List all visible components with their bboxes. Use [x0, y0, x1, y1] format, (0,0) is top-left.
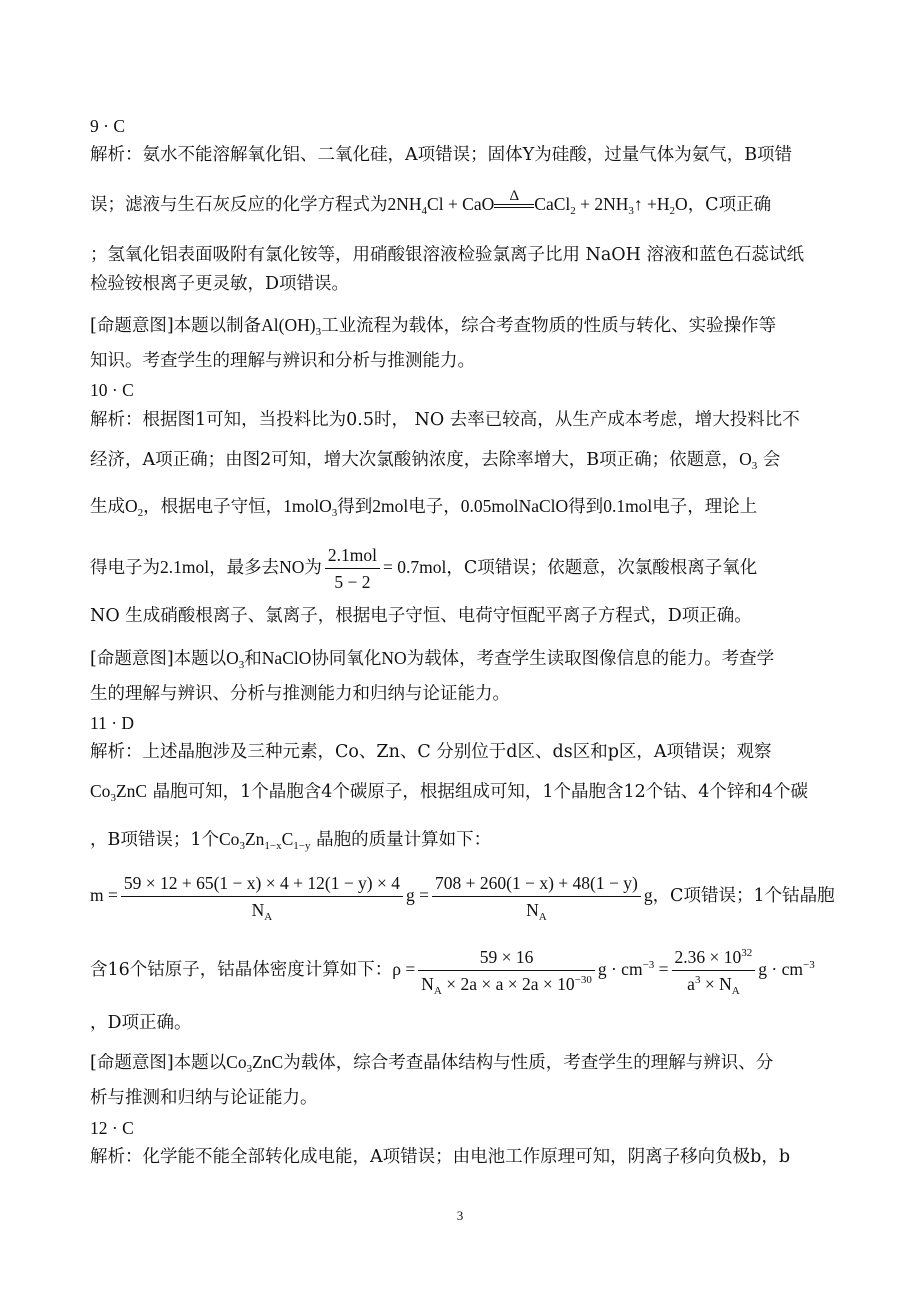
q11-line3: ，B项错误；1个$Co_3Zn_{1-x}C_{1-y}$ 晶胞的质量计算如下：: [90, 829, 492, 852]
q10-fraction: $\frac{\text{2.1mol}}{5 - 2}$: [325, 544, 380, 593]
q9-line1: 解析：氨水不能溶解氧化铝、二氧化硅，A项错误；固体Y为硅酸，过量气体为氨气，B项错: [90, 145, 793, 165]
q10-line1: 解析：根据图1可知，当投料比为0.5时， NO 去率已较高，从生产成本考虑，增大投料比不: [90, 410, 800, 430]
q12-heading: 12 · C: [90, 1118, 134, 1138]
q11-mass-fraction-1: $\frac{59 \times 12 + 65(1 - x) \times 4 + 12(1 - y) \times 4}{N_A}$: [121, 872, 403, 921]
equation-reactants: $2NH_4Cl$ + CaO: [387, 194, 495, 217]
q11-line2: $Co_3ZnC$ 晶胞可知，1个晶胞含4个碳原子，根据组成可知，1个晶胞含12个钴、4个锌和4个碳: [90, 781, 809, 804]
q11-intent: [命题意图]本题以$Co_3ZnC$为载体，综合考查晶体结构与性质，考查学生的理解与辨识、分: [90, 1052, 774, 1075]
q9-line2-post: ，C项正确: [687, 195, 772, 215]
q9-intent: [命题意图]本题以制备$Al(OH)_3$工业流程为载体，综合考查物质的性质与转化、实验操作等: [90, 315, 777, 338]
q11-mass-fraction-2: $\frac{708 + 260(1 - x) + 48(1 - y)}{N_A}$: [432, 872, 641, 921]
q10-line5: NO 生成硝酸根离子、氯离子，根据电子守恒、电荷守恒配平离子方程式，D项正确。: [90, 606, 752, 626]
q9-line2-text: 误；滤液与生石灰反应的化学方程式为: [90, 195, 388, 215]
q12-line1: 解析：化学能不能全部转化成电能，A项错误；由电池工作原理可知，阴离子移向负极b，b: [90, 1147, 791, 1167]
q11-density-fraction-1: $\frac{59 \times 16}{N_A \times 2a \times a \times 2a \times 10^{-30}}$: [418, 946, 595, 995]
q9-heading: 9 · C: [90, 116, 125, 136]
equation-products: CaCl$_2$ + $2NH_3↑ +H_2O$: [534, 194, 688, 217]
q10-intent-line2: 生的理解与辨识、分析与推测能力和归纳与论证能力。: [90, 684, 510, 704]
q9-intent-line2: 知识。考查学生的理解与辨识和分析与推测能力。: [90, 351, 475, 371]
q10-line3: 生成$O_2$，根据电子守恒，1molO$_3$得到2mol电子，0.05molNaClO得到0.1mol电子，理论上: [90, 496, 758, 519]
q9-line4: 检验铵根离子更灵敏，D项错误。: [90, 274, 350, 294]
q11-line1: 解析：上述晶胞涉及三种元素，Co、Zn、C 分别位于d区、ds区和p区，A项错误；观察: [90, 742, 772, 762]
q11-intent-line2: 析与推测和归纳与论证能力。: [90, 1088, 318, 1108]
page-number: 3: [456, 1208, 464, 1223]
q10-intent: [命题意图]本题以$O_3$和NaClO协同氧化NO为载体，考查学生读取图像信息的能力。考查学: [90, 648, 775, 671]
q9-line3: ；氢氧化铝表面吸附有氯化铵等，用硝酸银溶液检验氯离子比用 NaOH 溶液和蓝色石蕊试纸: [90, 245, 804, 265]
q11-density-equation: 含16个钴原子，钴晶体密度计算如下：ρ = $\frac{59 \times 16}{N_A \times 2a \times a \times 2a \times 10^{-30}}$ $g \cdot cm^{-3}$ = $\frac{2.36 \times 10^{32}}{a^3 \times N_A}$ $g \cdot cm^{-3}$: [90, 947, 815, 997]
q10-heading: 10 · C: [90, 380, 134, 400]
q11-mass-equation: m = $\frac{59 \times 12 + 65(1 - x) \times 4 + 12(1 - y) \times 4}{N_A}$ g = $\frac{708 + 260(1 - x) + 48(1 - y)}{N_A}$ g，C项错误；1个钴晶胞: [90, 873, 835, 923]
q11-line6: ，D项正确。: [90, 1013, 192, 1033]
q10-line4: 得电子为2.1mol，最多去NO为 $\frac{\text{2.1mol}}{5 - 2}$ = 0.7mol，C项错误；依题意，次氯酸根离子氧化: [90, 545, 758, 592]
reaction-heat-condition: Δ: [494, 188, 534, 208]
q9-equation-line: [90, 187, 772, 217]
q11-density-fraction-2: $\frac{2.36 \times 10^{32}}{a^3 \times N_A}$: [672, 946, 756, 995]
q11-heading: 11 · D: [90, 713, 135, 733]
q10-line2: 经济，A项正确；由图2可知，增大次氯酸钠浓度，去除率增大，B项正确；依题意，$O_3$ 会: [90, 449, 781, 472]
